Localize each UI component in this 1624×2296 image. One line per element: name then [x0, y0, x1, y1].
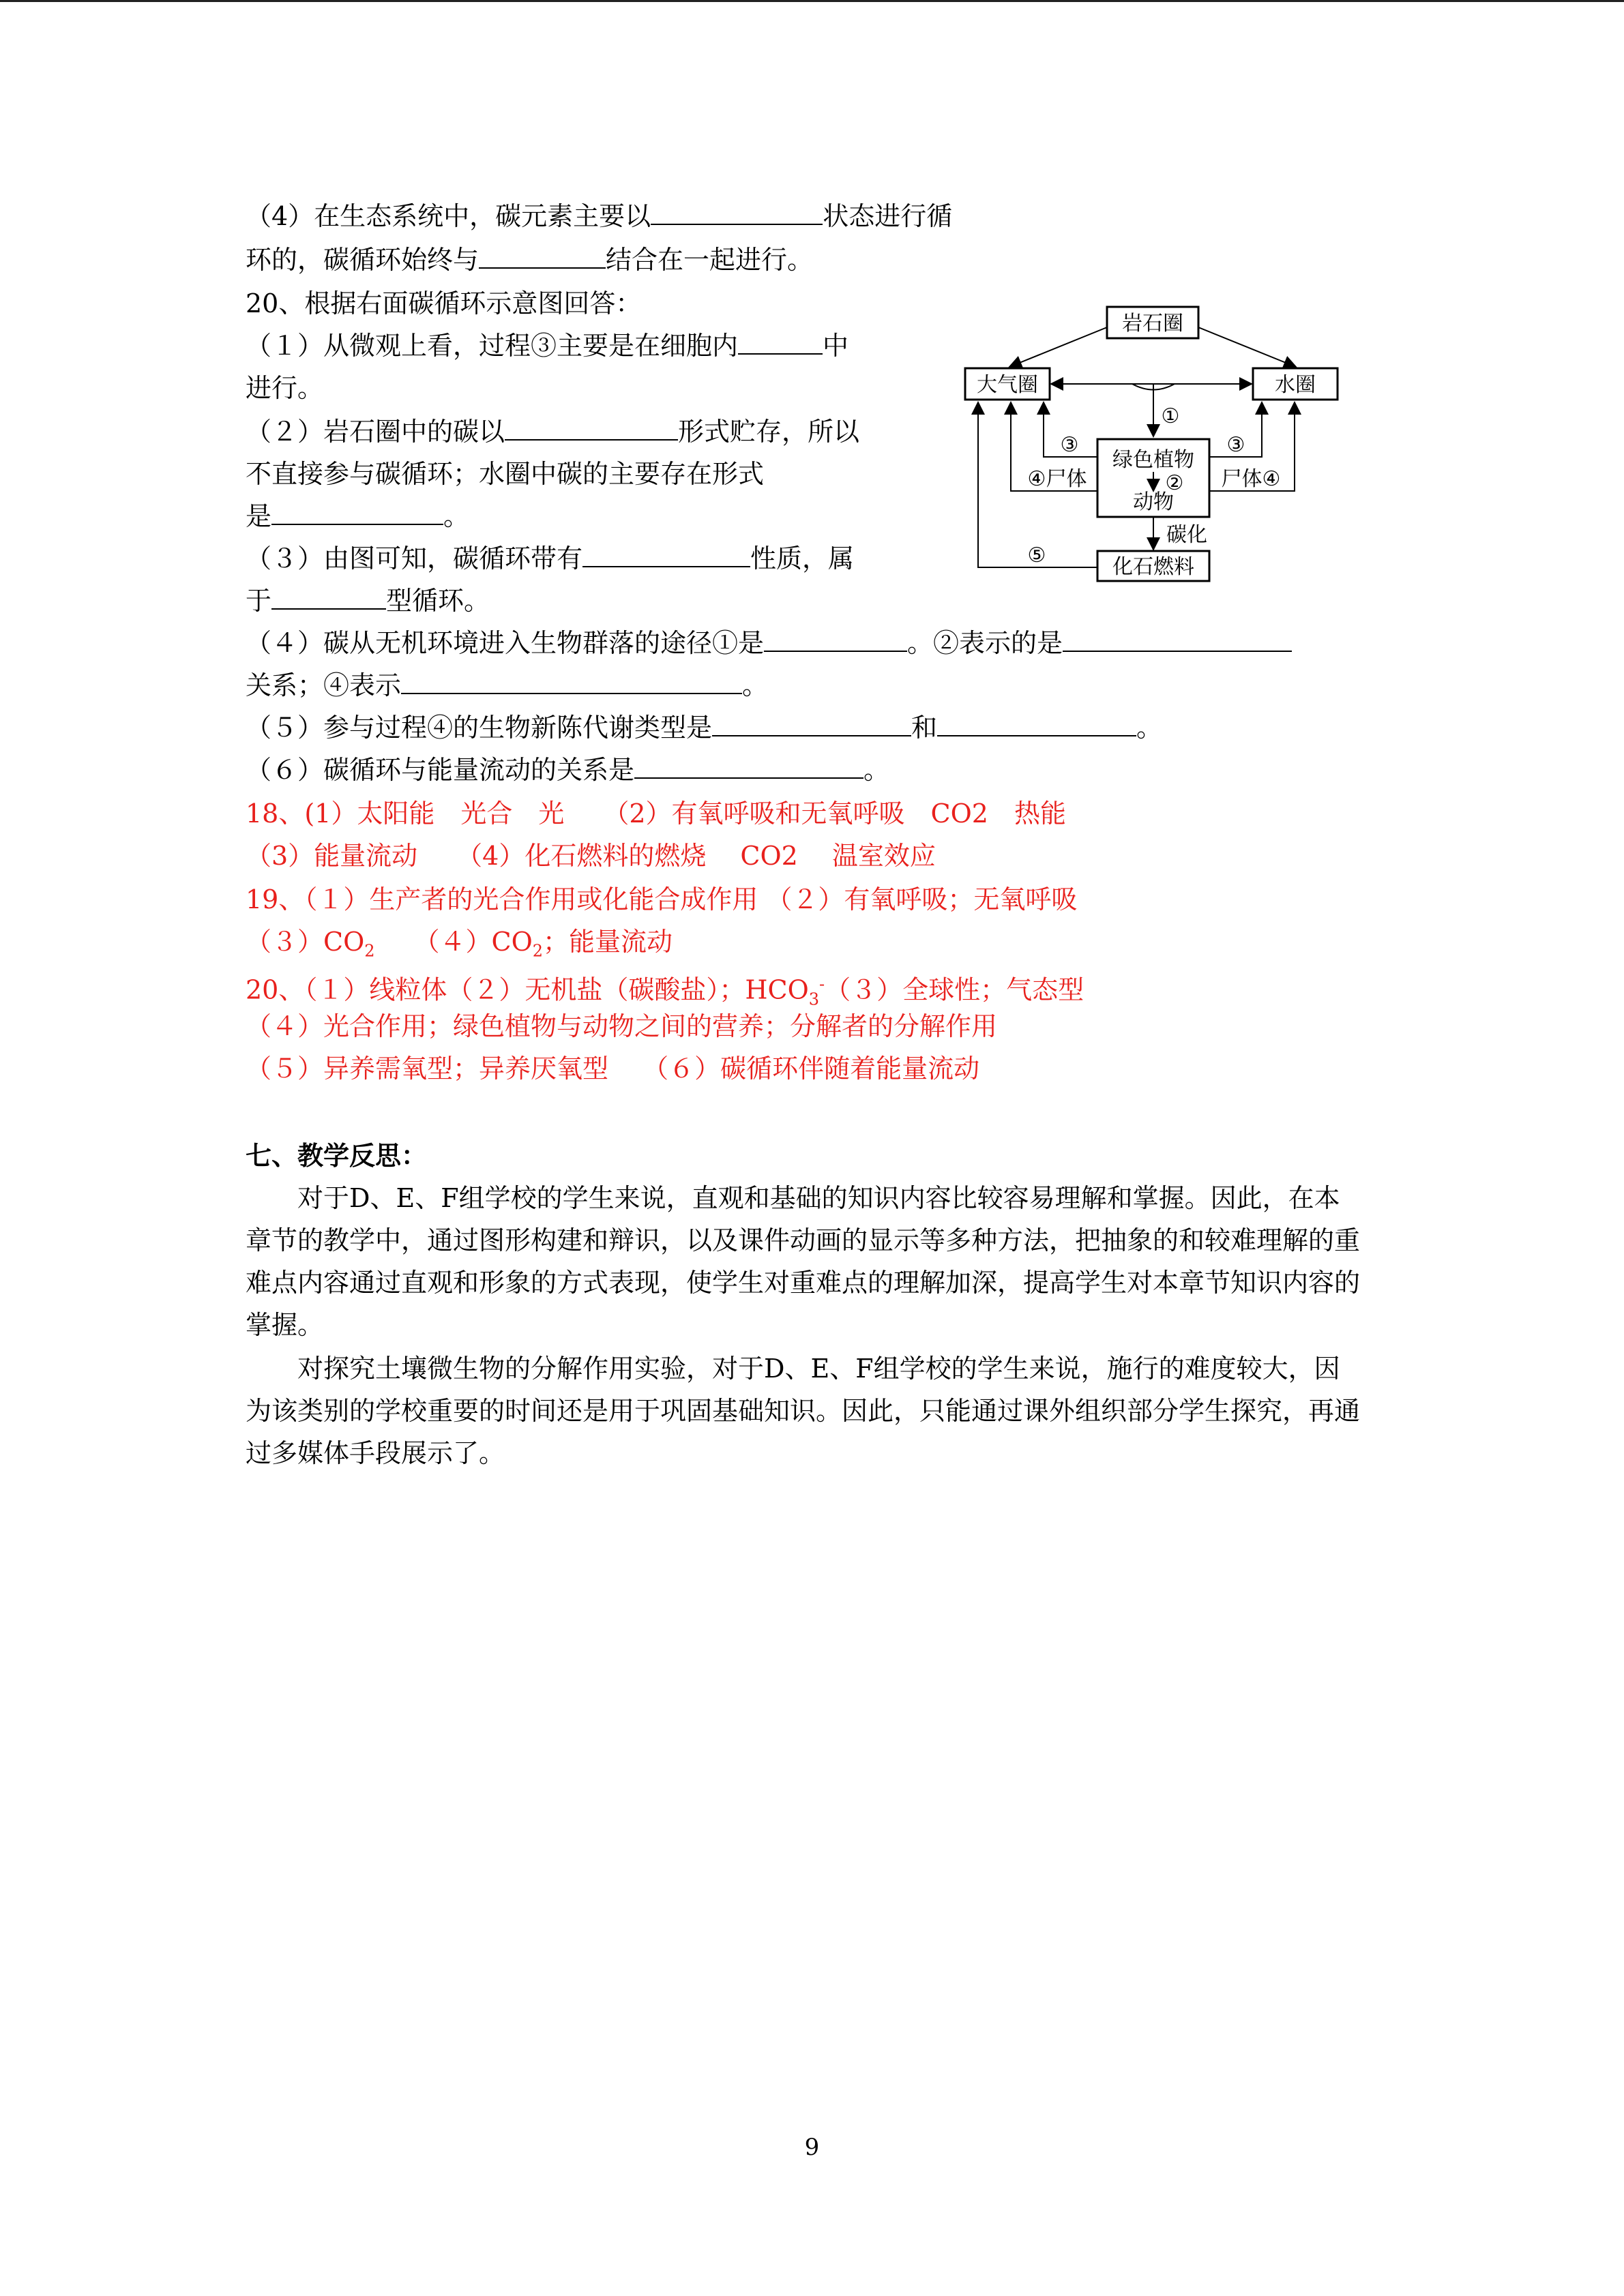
atmosphere-label: 大气圈	[977, 373, 1038, 397]
text: 。	[863, 755, 890, 785]
answer-blank[interactable]	[738, 329, 823, 355]
text: ；能量流动	[543, 927, 673, 957]
label-3-left: ③	[1060, 433, 1079, 457]
text: 。	[742, 670, 769, 700]
answer-19-line1: 19、（１）生产者的光合作用或化能合成作用 （２）有氧呼吸；无氧呼吸	[246, 884, 1078, 914]
text: 性质，属	[750, 543, 855, 573]
label-2: ②	[1165, 471, 1184, 495]
label-4-left: ④尸体	[1027, 467, 1087, 491]
water-sphere-label: 水圈	[1275, 373, 1316, 397]
question-19-4-line1	[246, 195, 952, 237]
page-number: 9	[804, 2134, 820, 2161]
answer-blank[interactable]	[712, 711, 911, 736]
subscript: 3	[808, 989, 820, 1009]
fossil-fuel-label: 化石燃料	[1112, 555, 1194, 579]
arrow-rock-to-water	[1198, 327, 1296, 367]
arrow-rock-to-atmosphere	[1009, 327, 1107, 367]
question-20-5	[246, 706, 1162, 749]
carbon-cycle-diagram	[962, 300, 1344, 593]
animals-label: 动物	[1133, 490, 1174, 514]
label-5: ⑤	[1027, 543, 1046, 567]
subscript: 2	[364, 941, 375, 961]
text: （4）在生态系统中，碳元素主要以	[246, 201, 651, 231]
question-20-title: 20、根据右面碳循环示意图回答：	[246, 288, 642, 318]
question-20-4-line2	[246, 664, 768, 706]
text: 和	[911, 713, 938, 743]
page-top-border	[0, 0, 1624, 2]
text: 状态进行循	[823, 201, 953, 231]
text: 。②表示的是	[907, 628, 1063, 658]
answer-blank[interactable]	[651, 199, 823, 225]
answer-blank[interactable]	[582, 541, 750, 567]
answer-blank[interactable]	[271, 499, 443, 525]
answer-blank[interactable]	[764, 626, 907, 652]
question-20-4-line1	[246, 622, 1292, 664]
superscript: -	[819, 974, 825, 994]
text: （３）全球性；气态型	[825, 974, 1084, 1005]
text: 型循环。	[386, 586, 490, 616]
reflection-paragraph-1: 对于D、E、F组学校的学生来说，直观和基础的知识内容比较容易理解和掌握。因此，在本章节的教学中，通过图形构建和辩识，以及课件动画的显示等多种方法，把抽象的和较难理解的重难点内容通过直观和形象的方式表现，使学生对重难点的理解加深，提高学生对本章节知识内容的掌握。	[246, 1183, 1361, 1340]
text: 环的，碳循环始终与	[246, 245, 479, 275]
question-20-1-line2: 进行。	[246, 373, 324, 403]
plants-label: 绿色植物	[1112, 448, 1194, 472]
answer-blank[interactable]	[634, 753, 863, 779]
label-4-right: 尸体④	[1221, 467, 1281, 491]
text: 。	[443, 501, 470, 531]
label-3-right: ③	[1226, 433, 1245, 457]
question-20-2-line3	[246, 495, 469, 537]
text: （３）由图可知，碳循环带有	[246, 543, 583, 573]
reflection-heading: 七、教学反思：	[246, 1140, 428, 1171]
text: （６）碳循环与能量流动的关系是	[246, 755, 635, 785]
question-20-2-line2: 不直接参与碳循环；水圈中碳的主要存在形式	[246, 459, 765, 489]
carbonize-label: 碳化	[1166, 523, 1207, 547]
question-20-3-line2	[246, 580, 490, 622]
text: 中	[823, 331, 849, 361]
text: 20、（１）线粒体（２）无机盐（碳酸盐）；HCO	[246, 974, 809, 1005]
answer-blank[interactable]	[401, 668, 742, 694]
subscript: 2	[532, 941, 544, 961]
answer-18-line2: （3）能量流动 （4）化石燃料的燃烧 CO2 温室效应	[246, 841, 936, 871]
text: （４）碳从无机环境进入生物群落的途径①是	[246, 628, 765, 658]
answer-blank[interactable]	[271, 584, 386, 610]
text: （１）从微观上看，过程③主要是在细胞内	[246, 331, 739, 361]
rock-sphere-label: 岩石圈	[1122, 312, 1183, 336]
question-20-1-line1	[246, 325, 848, 367]
answer-blank[interactable]	[1063, 626, 1292, 652]
answer-18-line1: 18、(1）太阳能 光合 光 （2）有氧呼吸和无氧呼吸 CO2 热能	[246, 799, 1066, 829]
answer-blank[interactable]	[505, 415, 678, 441]
question-20-3-line1	[246, 537, 854, 580]
text: 是	[246, 501, 272, 531]
text: 形式贮存，所以	[678, 417, 860, 447]
answer-20-line2: （４）光合作用；绿色植物与动物之间的营养；分解者的分解作用	[246, 1011, 998, 1041]
text: 于	[246, 586, 272, 616]
question-20-6	[246, 749, 889, 791]
answer-blank[interactable]	[479, 243, 606, 269]
text: （３）CO	[246, 927, 365, 957]
text: （５）参与过程④的生物新陈代谢类型是	[246, 713, 713, 743]
text: （２）岩石圈中的碳以	[246, 417, 505, 447]
text: 。	[1136, 713, 1163, 743]
text: 关系；④表示	[246, 670, 402, 700]
text: （４）CO	[374, 927, 533, 957]
question-20-2-line1	[246, 411, 859, 453]
answer-20-line3: （５）异养需氧型；异养厌氧型 （６）碳循环伴随着能量流动	[246, 1054, 980, 1084]
question-19-4-line2	[246, 239, 813, 281]
text: 结合在一起进行。	[606, 245, 814, 275]
label-1: ①	[1161, 404, 1180, 428]
answer-blank[interactable]	[937, 711, 1136, 736]
reflection-paragraph-2: 对探究土壤微生物的分解作用实验，对于D、E、F组学校的学生来说，施行的难度较大，因为该类别的学校重要的时间还是用于巩固基础知识。因此，只能通过课外组织部分学生探究，再通过多媒体手段展示了。	[246, 1354, 1361, 1468]
